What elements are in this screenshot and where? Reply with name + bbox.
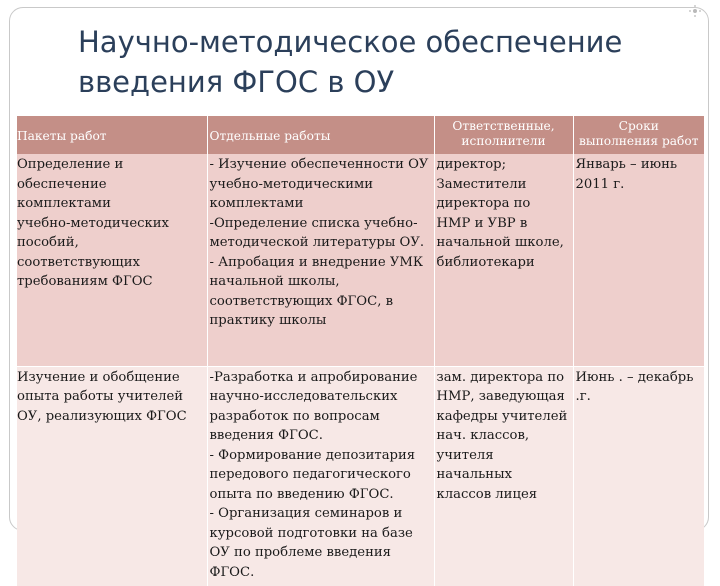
cell-individual-works: - Изучение обеспеченности ОУ учебно-методическими комплектами -Определение списка учебно- методической литературы ОУ. - Апробация и внедрение УМК начальной школы, соответствующих ФГОС, в практику школы [207, 154, 434, 366]
slide-title-line-1: Научно-методическое обеспечение [78, 25, 623, 59]
table-header-row [17, 116, 704, 154]
work-plan-table [17, 116, 704, 586]
cell-responsible: зам. директора по НМР, заведующая кафедры учителей нач. классов, учителя начальных классов лицея [434, 366, 573, 586]
table-row [17, 154, 704, 366]
cell-deadline: Январь – июнь 2011 г. [573, 154, 704, 366]
header-individual-works: Отдельные работы [207, 116, 434, 154]
header-deadlines: Сроки выполнения работ [573, 116, 704, 154]
slide-title [78, 22, 678, 102]
cell-work-package: Изучение и обобщение опыта работы учителей ОУ, реализующих ФГОС [17, 369, 187, 424]
cell-responsible: директор; Заместители директора по НМР и УВР в начальной школе, библиотекари [434, 154, 573, 366]
header-responsible: Ответственные, исполнители [434, 116, 573, 154]
header-work-packages: Пакеты работ [17, 129, 107, 143]
cell-work-package: Определение и обеспечение комплектами учебно-методических пособий, соответствующих требованиям ФГОС [17, 157, 169, 289]
table-row [17, 366, 704, 586]
corner-ornament-icon [688, 4, 702, 18]
slide-title-line-2: введения ФГОС в ОУ [78, 65, 395, 99]
cell-individual-works: -Разработка и апробирование научно-исследовательских разработок по вопросам введения ФГОС. - Формирование депозитария передового педагогического опыта по введению ФГОС. - Организация семинаров и курсовой подготовки на базе ОУ по проблеме введения ФГОС. [207, 366, 434, 586]
cell-deadline: Июнь . – декабрь .г. [573, 366, 704, 586]
